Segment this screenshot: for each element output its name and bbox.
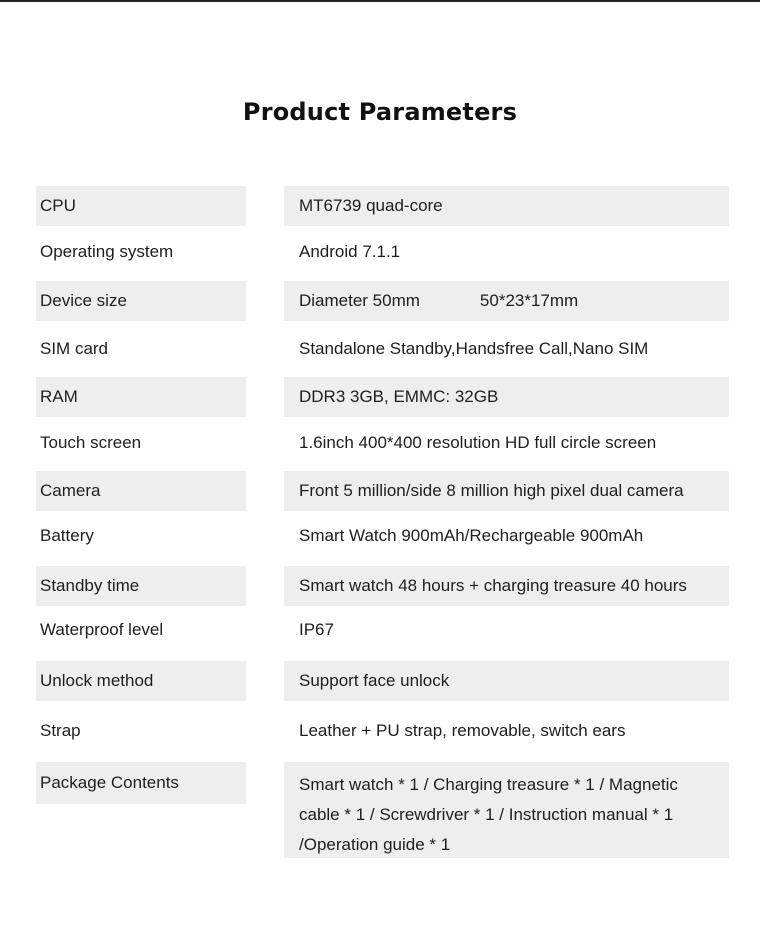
spec-label: Standby time xyxy=(36,566,246,606)
spec-value xyxy=(284,281,729,321)
spec-value: IP67 xyxy=(299,620,334,639)
spec-value: Smart watch * 1 / Charging treasure * 1 / Magnetic cable * 1 / Screwdriver * 1 / Instruction manual * 1 /Operation guide * 1 xyxy=(284,762,729,858)
spec-label: Device size xyxy=(36,281,246,321)
spec-value: Standalone Standby,Handsfree Call,Nano SIM xyxy=(299,339,649,358)
spec-label: Battery xyxy=(40,526,94,545)
spec-value: DDR3 3GB, EMMC: 32GB xyxy=(284,377,729,417)
device-dimensions: 50*23*17mm xyxy=(479,291,579,310)
spec-value: 1.6inch 400*400 resolution HD full circle screen xyxy=(299,433,657,452)
top-divider xyxy=(0,0,760,2)
spec-value: Support face unlock xyxy=(284,661,729,701)
spec-label: CPU xyxy=(36,186,246,226)
spec-label: Strap xyxy=(40,721,81,740)
spec-label: Unlock method xyxy=(36,661,246,701)
spec-value: Leather + PU strap, removable, switch ears xyxy=(299,721,626,740)
spec-value: Android 7.1.1 xyxy=(299,242,401,261)
spec-label: Camera xyxy=(36,471,246,511)
spec-label: SIM card xyxy=(40,339,109,358)
spec-value: Smart watch 48 hours + charging treasure 40 hours xyxy=(284,566,729,606)
spec-label: RAM xyxy=(36,377,246,417)
spec-value: MT6739 quad-core xyxy=(284,186,729,226)
spec-label: Touch screen xyxy=(40,433,142,452)
spec-label: Waterproof level xyxy=(40,620,164,639)
spec-label: Operating system xyxy=(40,242,174,261)
spec-value: Smart Watch 900mAh/Rechargeable 900mAh xyxy=(299,526,644,545)
device-diameter: Diameter 50mm xyxy=(299,291,420,310)
page-title: Product Parameters xyxy=(242,98,518,126)
spec-label: Package Contents xyxy=(36,762,246,804)
spec-value: Front 5 million/side 8 million high pixel dual camera xyxy=(284,471,729,511)
